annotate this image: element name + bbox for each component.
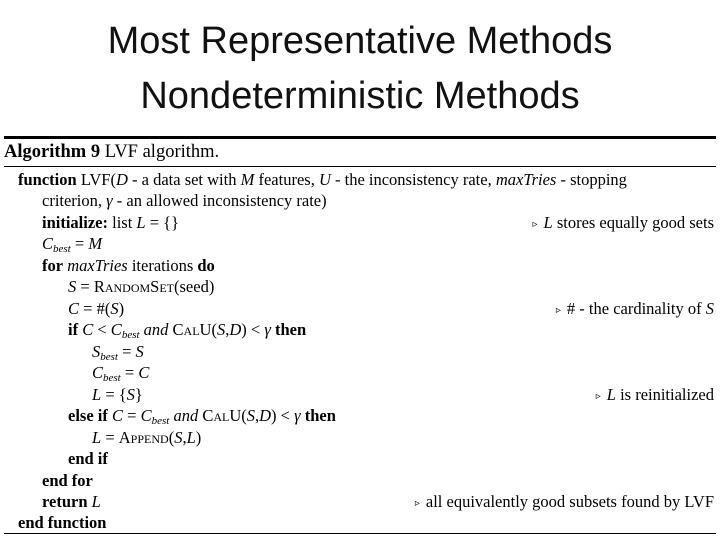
bottom-rule bbox=[4, 533, 716, 534]
algo-line-3: initialize: list L = {} bbox=[42, 213, 180, 232]
algo-comment-16: ▹ all equivalently good subsets found by LVF bbox=[415, 491, 714, 514]
algo-line-16: return L bbox=[42, 492, 101, 511]
slide-title bbox=[0, 14, 720, 124]
comment-marker-icon: ▹ bbox=[532, 219, 538, 230]
algo-line-2: criterion, γ - an allowed inconsistency rate) bbox=[42, 191, 327, 210]
comment-marker-icon: ▹ bbox=[414, 498, 420, 509]
algo-line-5: for maxTries iterations do bbox=[42, 256, 215, 275]
slide-title-line-2: Nondeterministic Methods bbox=[140, 75, 580, 117]
algo-line-15: end for bbox=[42, 471, 93, 490]
algo-line-8: if $C < C_{best}$ and CalU(S,D) < γ then bbox=[68, 320, 307, 341]
top-rule bbox=[4, 136, 716, 139]
algo-comment-3: ▹ L stores equally good sets bbox=[532, 212, 714, 235]
algo-line-17: end function bbox=[18, 513, 107, 532]
algorithm-name: LVF algorithm. bbox=[104, 142, 220, 162]
algo-comment-11: ▹ L is reinitialized bbox=[596, 384, 714, 407]
comment-marker-icon: ▹ bbox=[555, 305, 561, 316]
algo-line-6: S = RandomSet(seed) bbox=[68, 277, 215, 296]
caption-rule bbox=[4, 166, 716, 167]
algorithm-label: Algorithm 9 bbox=[4, 142, 101, 162]
algo-line-7: C = #(S) bbox=[68, 299, 125, 318]
algo-line-10: $C_{best} = C$ bbox=[92, 363, 150, 384]
algo-line-9: $S_{best} = S$ bbox=[92, 342, 144, 363]
algo-line-11: L = {S} bbox=[92, 385, 143, 404]
algo-line-12: else if $C = C_{best}$ and CalU(S,D) < γ then bbox=[68, 406, 336, 427]
algo-line-14: end if bbox=[68, 449, 108, 468]
slide-title-line-1: Most Representative Methods bbox=[107, 20, 613, 62]
comment-marker-icon: ▹ bbox=[595, 391, 601, 402]
algo-line-1: function LVF(D - a data set with M features, U - the inconsistency rate, maxTries - stopping bbox=[18, 170, 627, 189]
algo-line-13: L = Append(S,L) bbox=[92, 428, 202, 447]
algorithm-caption bbox=[4, 142, 219, 163]
algorithm-box bbox=[0, 136, 716, 536]
algo-comment-7: ▹ # - the cardinality of S bbox=[556, 298, 714, 321]
algo-line-4: $C_{best} = M$ bbox=[42, 234, 103, 255]
